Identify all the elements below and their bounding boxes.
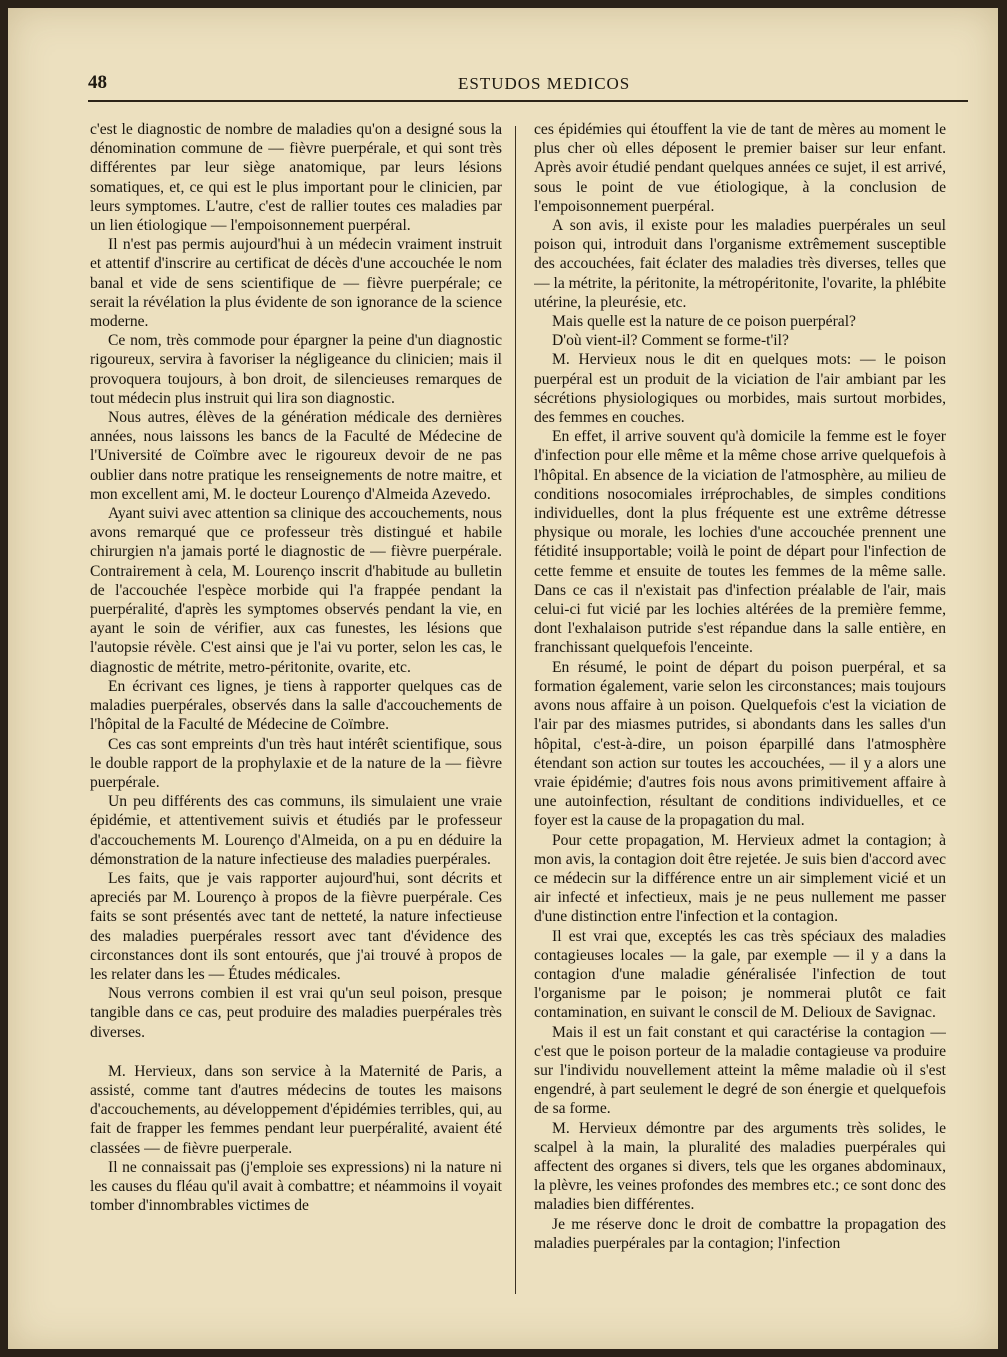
document-page <box>8 8 998 1349</box>
paragraph: Il est vrai que, exceptés les cas très spéciaux des maladies contagieuses locales — la gale, par exemple — il y a dans la contagion d'une maladie généralisée l'infection de tout l'organisme par le poison; je nommerai plutôt ce fait contamination, en suivant le conscil de M. Delioux de Savignac. <box>534 927 946 1022</box>
right-column <box>534 120 946 1305</box>
paragraph: Nous autres, élèves de la génération médicale des dernières années, nous laissons les bancs de la Faculté de Médecine de l'Université de Coïmbre avec le rigoureux devoir de ne pas oublier dans notre pratique les renseignements de notre maitre, et mon excellent ami, M. le docteur Lourenço d'Almeida Azevedo. <box>90 409 502 503</box>
paragraph: En écrivant ces lignes, je tiens à rapporter quelques cas de maladies puerpérales, observés dans la salle d'accouchements de l'hôpital de la Faculté de Médecine de Coïmbre. <box>90 677 502 734</box>
paragraph: Ayant suivi avec attention sa clinique des accouchements, nous avons remarqué que ce professeur très distingué et habile chirurgien n'a jamais porté le diagnostic de — fièvre puerpérale. Contrairement à cela, M. Lourenço inscrit d'habitude au bulletin de l'accouchée l'espèce morbide qui l'a frappée pendant la puerpéralité, d'après les symptomes observés pendant la vie, en ayant le soin de vérifier, aux cas funestes, les lésions que l'autopsie révèle. C'est ainsi que je l'ai vu porter, selon les cas, le diagnostic de métrite, metro-péritonite, ovarite, etc. <box>90 505 502 676</box>
paragraph: Les faits, que je vais rapporter aujourd'hui, sont décrits et apreciés par M. Lourenço à propos de la fièvre puerpérale. Ces faits se sont présentés avec tant de netteté, la nature infectieuse des maladies puerpérales ressort avec tant d'évidence des circonstances dont ils sont entourés, que j'ai trouvé à propos de les relater dans les — Études médicales. <box>90 869 502 983</box>
paragraph: M. Hervieux, dans son service à la Maternité de Paris, a assisté, comme tant d'autres médecins de toutes les maisons d'accouchements, au développement d'épidémies terribles, qui, au fait de frapper les femmes pendant leur puerpéralité, avaient été classées — de fièvre puerperale. <box>90 1062 502 1157</box>
page-number: 48 <box>88 72 107 93</box>
paragraph: Pour cette propagation, M. Hervieux admet la contagion; à mon avis, la contagion doit être rejetée. Je suis bien d'accord avec ce médecin sur la différence entre un air simplement vicié et un air infecté et infectieux, mais je ne peus nullement me passer d'une distinction entre l'infection et la contagion. <box>534 831 946 926</box>
header-rule <box>88 100 968 102</box>
paragraph: En résumé, le point de départ du poison puerpéral, et sa formation également, varie selon les circonstances; mais toujours avons nous affaire à un poison. Quelquefois c'est la viciation de l'air par des miasmes putrides, si abondants dans les salles d'un hôpital, c'est-à-dire, un poison éparpillé dans l'atmosphère étendant son action sur toutes les accouchées, — il y a alors une vraie épidémie; d'autres fois nous avons primitivement affaire à une autoinfection, résultant de conditions individuelles, et ce foyer est la cause de la propagation du mal. <box>534 658 946 830</box>
paragraph: A son avis, il existe pour les maladies puerpérales un seul poison qui, introduit dans l'organisme extrêmement susceptible des accouchées, fait éclater des maladies très diverses, telles que — la métrite, la péritonite, la métropéritonite, l'ovarite, la phlébite utérine, la pleurésie, etc. <box>534 217 946 311</box>
paragraph: Il n'est pas permis aujourd'hui à un médecin vraiment instruit et attentif d'inscrire au certificat de décès d'une accouchée le nom banal et vide de sens scientifique de — fièvre puerpérale; ce serait la révélation la plus évidente de son ignorance de la science moderne. <box>90 236 502 331</box>
paragraph: Mais quelle est la nature de ce poison puerpéral? <box>552 313 856 331</box>
paragraph: Ce nom, très commode pour épargner la peine d'un diagnostic rigoureux, servira à favoriser la négligeance du clinicien; mais il provoquera toujours, à bon droit, de silencieuses remarques de tout médecin plus instruit qui lira son diagnostic. <box>90 332 502 407</box>
paragraph: c'est le diagnostic de nombre de maladies qu'on a designé sous la dénomination commune de — fièvre puerpérale, et qui sont très différentes par leur siège anatomique, par leurs lésions somatiques, et, ce qui est le plus important pour le clinicien, par leurs symptomes. L'autre, c'est de rallier toutes ces maladies par un lien étiologique — l'empoisonnement puerpéral. <box>90 121 502 235</box>
paragraph: Nous verrons combien il est vrai qu'un seul poison, presque tangible dans ce cas, peut produire des maladies puerpérales très diverses. <box>90 985 502 1041</box>
page-header <box>88 68 968 100</box>
running-title: ESTUDOS MEDICOS <box>458 74 631 93</box>
paragraph: Ces cas sont empreints d'un très haut intérêt scientifique, sous le double rapport de la prophylaxie et de la nature de la — fièvre puerpérale. <box>90 735 502 791</box>
paragraph: Il ne connaissait pas (j'emploie ses expressions) ni la nature ni les causes du fléau qu'il avait à combattre; et néammoins il voyait tomber d'innombrables victimes de <box>90 1158 502 1215</box>
paragraph: Mais il est un fait constant et qui caractérise la contagion — c'est que le poison porteur de la maladie contagieuse va produire sur l'individu nouvellement atteint la même maladie où il s'est engendré, à part seulement le degré de son énergie et quelquefois de sa forme. <box>534 1023 946 1118</box>
paragraph: M. Hervieux nous le dit en quelques mots: — le poison puerpéral est un produit de la viciation de l'air ambiant par les sécrétions physiologiques ou morbides, mais surtout morbides, des femmes en couches. <box>534 351 946 427</box>
paragraph: En effet, il arrive souvent qu'à domicile la femme est le foyer d'infection pour elle même et la même chose arrive quelquefois à l'hôpital. En absence de la viciation de l'atmosphère, au milieu de conditions nosocomiales irréprochables, de simples conditions individuelles, dont la plus fréquente est une extrême détresse physique ou morale, les lochies d'une accouchée prennent une fétidité insupportable; voilà le point de départ pour l'infection de cette femme et ensuite de toutes les femmes de la même salle. Dans ce cas il n'existait pas d'infection préalable de l'air, mais celui-ci fut vicié par les lochies altérées de la première femme, dont l'exhalaison putride s'est répandue dans la salle entière, en franchissant quelquefois l'enceinte. <box>534 428 946 657</box>
paragraph: D'où vient-il? Comment se forme-t'il? <box>552 332 789 350</box>
paragraph: M. Hervieux démontre par des arguments très solides, le scalpel à la main, la pluralité des maladies puerpérales qui affectent des organes si divers, tels que les organes abdominaux, la plèvre, les veines profondes des membres etc.; ce sont donc des maladies bien différentes. <box>534 1119 946 1214</box>
paragraph: ces épidémies qui étouffent la vie de tant de mères au moment le plus cher où elles déposent le premier baiser sur leur enfant. Après avoir étudié pendant quelques années ce sujet, il est arrivé, sous le point de vue étiologique, à la conclusion de l'empoisonnement puerpéral. <box>534 121 946 215</box>
left-column <box>90 120 502 1305</box>
column-divider <box>515 126 516 1294</box>
paragraph: Un peu différents des cas communs, ils simulaient une vraie épidémie, et attentivement suivis et étudiés par le professeur d'accouchements M. Lourenço d'Almeida, on a pu en déduire la démonstration de la nature infectieuse des maladies puerpérales. <box>90 793 502 868</box>
paragraph: Je me réserve donc le droit de combattre la propagation des maladies puerpérales par la contagion; l'infection <box>534 1215 946 1252</box>
